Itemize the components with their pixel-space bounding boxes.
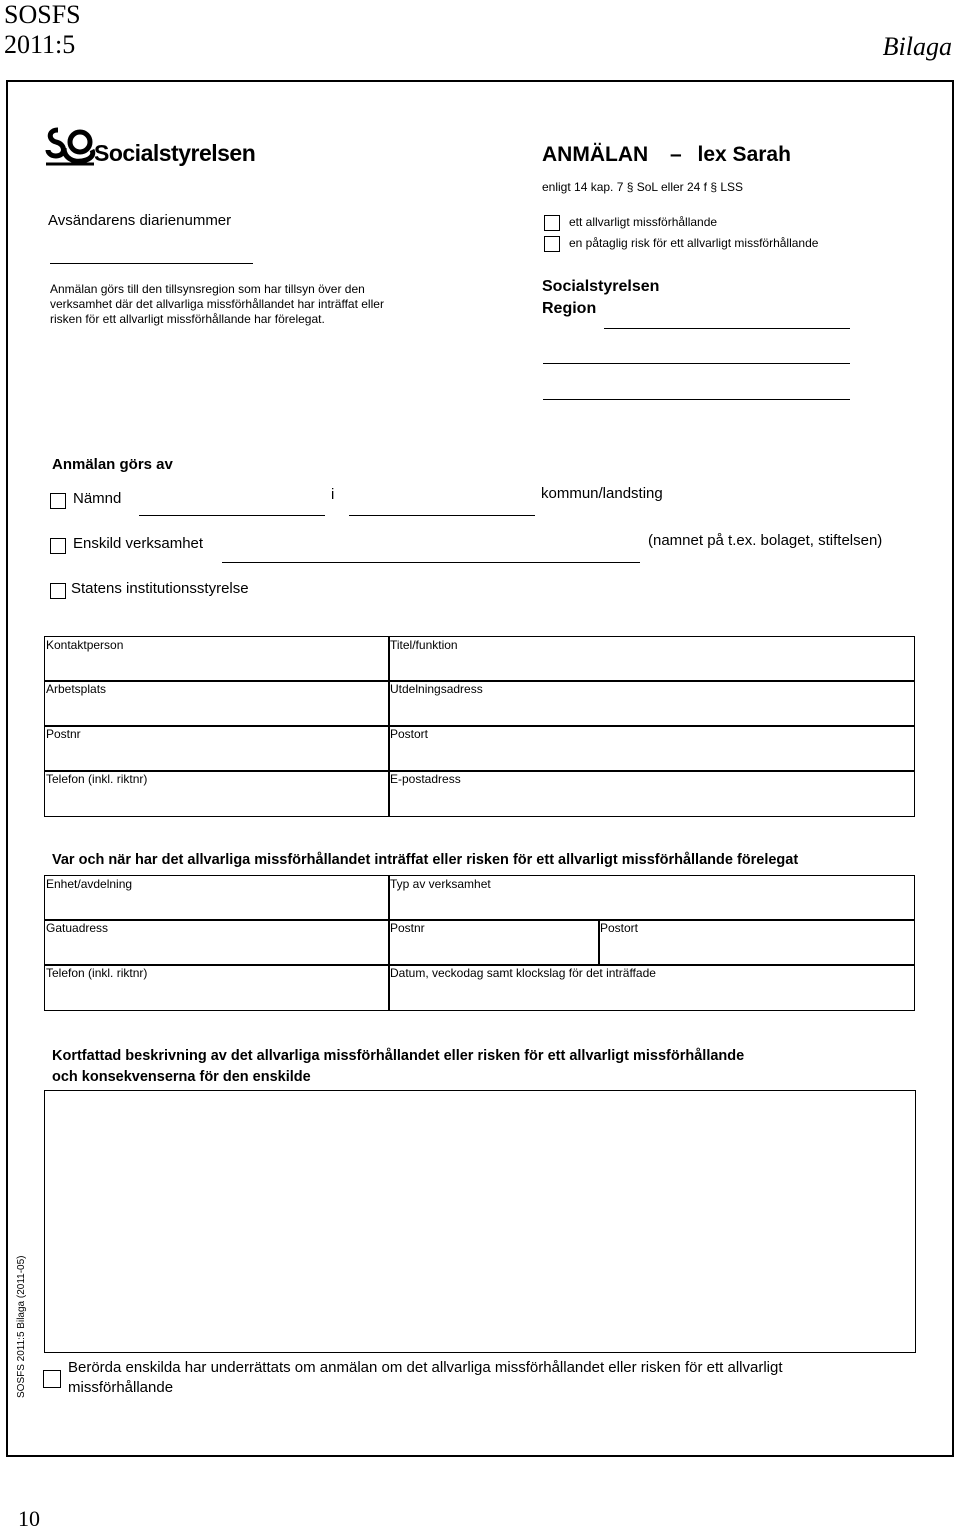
contact-cell-epost[interactable] (388, 770, 915, 817)
cell-label: Postnr (46, 727, 81, 741)
incident-cell-postnr[interactable] (388, 919, 600, 966)
socialstyrelsen-logo (44, 126, 264, 172)
recipient-name: Socialstyrelsen (542, 278, 660, 295)
form-title-sub: lex Sarah (697, 143, 791, 166)
checkbox-serious[interactable] (544, 215, 560, 231)
checkbox-namnd[interactable] (50, 493, 66, 509)
cell-label: Utdelningsadress (390, 682, 483, 696)
option-serious-label: ett allvarligt missförhållande (569, 215, 718, 229)
form-title (542, 143, 791, 167)
contact-cell-telefon[interactable] (44, 770, 390, 817)
recipient (542, 276, 659, 320)
cell-label: Enhet/avdelning (46, 877, 133, 891)
cell-label: Postort (390, 727, 429, 741)
legal-basis: enligt 14 kap. 7 § SoL eller 24 f § LSS (542, 180, 744, 194)
incident-cell-typ[interactable] (388, 875, 915, 921)
cell-label: Typ av verksamhet (390, 877, 491, 891)
doc-number: 2011:5 (4, 30, 76, 59)
cell-label: Arbetsplats (46, 682, 107, 696)
contact-cell-kontaktperson[interactable] (44, 636, 390, 682)
instructions-line: verksamhet där det allvarliga missförhållandet har inträffat eller (50, 297, 384, 311)
description-heading-line: och konsekvenserna för den enskilde (52, 1069, 311, 1085)
instructions-line: risken för ett allvarligt missförhållande har förelegat. (50, 312, 325, 326)
statens-label: Statens institutionsstyrelse (71, 580, 249, 597)
margin-note: SOSFS 2011:5 Bilaga (2011-05) (16, 1255, 27, 1398)
sender-ref-field[interactable] (50, 263, 253, 264)
namnd-field[interactable] (139, 515, 325, 516)
enskild-label: Enskild verksamhet (73, 535, 204, 552)
cell-label: Postnr (390, 921, 425, 935)
annex-label: Bilaga (882, 32, 952, 61)
cell-label: E-postadress (390, 772, 461, 786)
description-heading (52, 1046, 744, 1088)
incident-cell-postort[interactable] (598, 919, 915, 966)
kommun-label: kommun/landsting (541, 485, 663, 502)
address-line-2[interactable] (543, 399, 850, 400)
reporter-heading: Anmälan görs av (52, 456, 173, 473)
address-line-1[interactable] (543, 363, 850, 364)
instructions-line: Anmälan görs till den tillsynsregion som har tillsyn över den (50, 282, 365, 296)
contact-cell-postnr[interactable] (44, 725, 390, 772)
checkbox-risk[interactable] (544, 236, 560, 252)
recipient-region-label: Region (542, 300, 597, 317)
cell-label: Telefon (inkl. riktnr) (46, 772, 148, 786)
checkbox-affected-informed[interactable] (43, 1370, 61, 1388)
namn-hint: (namnet på t.ex. bolaget, stiftelsen) (648, 532, 883, 549)
incident-cell-gatuadress[interactable] (44, 919, 390, 966)
affected-label-line: Berörda enskilda har underrättats om anmälan om det allvarliga missförhållandet eller risken för ett allvarligt (68, 1359, 783, 1376)
cell-label: Postort (600, 921, 639, 935)
contact-cell-arbetsplats[interactable] (44, 680, 390, 727)
checkbox-enskild[interactable] (50, 538, 66, 554)
incident-cell-telefon[interactable] (44, 964, 390, 1011)
logo-emblem-icon (44, 126, 96, 168)
region-field[interactable] (604, 328, 850, 329)
i-label: i (331, 486, 335, 503)
cell-label: Datum, veckodag samt klockslag för det inträffade (390, 966, 656, 980)
form-title-dash: – (670, 143, 682, 166)
form-title-main: ANMÄLAN (542, 143, 649, 166)
contact-cell-utdelningsadress[interactable] (388, 680, 915, 727)
cell-label: Gatuadress (46, 921, 109, 935)
incident-cell-enhet[interactable] (44, 875, 390, 921)
cell-label: Telefon (inkl. riktnr) (46, 966, 148, 980)
doc-series: SOSFS (4, 0, 81, 29)
contact-cell-postort[interactable] (388, 725, 915, 772)
incident-heading: Var och när har det allvarliga missförhållandet inträffat eller risken för ett allvarligt missförhållande förelegat (52, 852, 799, 868)
affected-label (68, 1358, 783, 1398)
cell-label: Titel/funktion (390, 638, 458, 652)
kommun-field[interactable] (349, 515, 535, 516)
cell-label: Kontaktperson (46, 638, 124, 652)
description-textarea[interactable] (44, 1090, 916, 1353)
sender-ref-label: Avsändarens diarienummer (48, 212, 232, 229)
page-number: 10 (18, 1506, 40, 1531)
checkbox-statens[interactable] (50, 583, 66, 599)
option-risk-label: en påtaglig risk för ett allvarligt missförhållande (569, 236, 819, 250)
namnd-label: Nämnd (73, 490, 122, 507)
logo-text: Socialstyrelsen (94, 140, 256, 166)
incident-cell-datum[interactable] (388, 964, 915, 1011)
description-heading-line: Kortfattad beskrivning av det allvarliga missförhållandet eller risken för ett allvarligt missförhållande (52, 1048, 745, 1064)
affected-label-line: missförhållande (68, 1379, 174, 1396)
contact-cell-titel[interactable] (388, 636, 915, 682)
enskild-name-field[interactable] (222, 562, 640, 563)
instructions (50, 282, 384, 327)
